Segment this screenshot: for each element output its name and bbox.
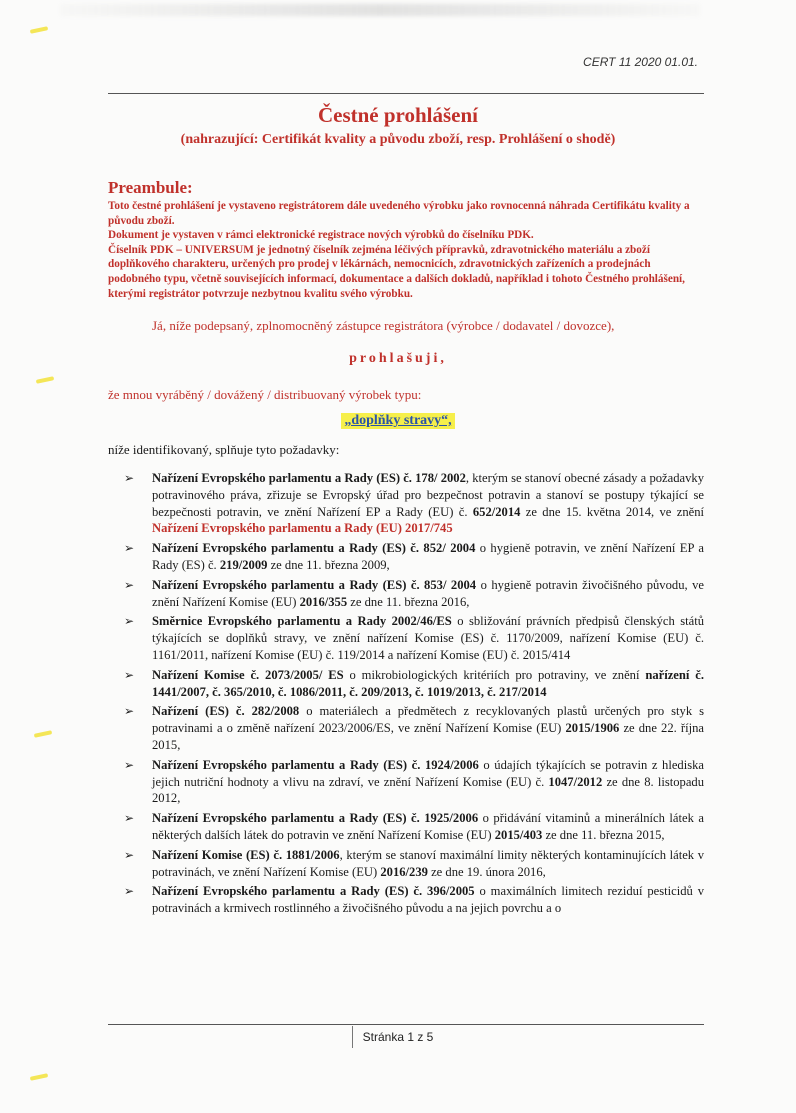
- scan-artifact: [60, 4, 700, 16]
- regulation-item: [124, 613, 704, 663]
- regulation-text: o mikrobiologických kritériích pro potraviny, ve znění: [343, 667, 646, 682]
- arrow-bullet-icon: ➢: [124, 541, 135, 556]
- regulation-ref: 2015/403: [494, 827, 543, 842]
- regulation-title: Nařízení Evropského parlamentu a Rady (ES) č. 396/2005: [152, 884, 475, 899]
- regulation-text-2: ze dne 11. března 2016,: [347, 594, 470, 609]
- declaration-intro: Já, níže podepsaný, zplnomocněný zástupce registrátora (výrobce / dodavatel / dovozce),: [152, 318, 615, 333]
- preamble-body: [108, 199, 704, 301]
- arrow-bullet-icon: ➢: [124, 614, 135, 629]
- header-rule: [108, 93, 704, 94]
- regulation-ref: 1047/2012: [548, 774, 603, 789]
- cert-code: CERT 11 2020 01.01.: [583, 55, 698, 69]
- regulation-amendment: Nařízení Evropského parlamentu a Rady (EU) 2017/745: [152, 521, 453, 536]
- highlighter-mark: [36, 376, 54, 384]
- regulation-text-2: ze dne 19. února 2016,: [427, 864, 546, 879]
- page-number: Stránka 1 z 5: [362, 1030, 434, 1044]
- arrow-bullet-icon: ➢: [124, 667, 135, 682]
- regulation-title: Nařízení Evropského parlamentu a Rady (ES) č. 1924/2006: [152, 757, 479, 772]
- regulation-text: , kterým se stanoví obecné zásady a požadavky potravinového práva, zřizuje se Evropský úřad pro bezpečnost potravin a stanoví se postupy týkající se bezpečnosti potravin, ve znění Nařízení EP a Rady (EU) č.: [152, 471, 704, 519]
- arrow-bullet-icon: ➢: [124, 884, 135, 899]
- page-title: Čestné prohlášení: [317, 103, 479, 127]
- regulation-title: Nařízení Evropského parlamentu a Rady (ES) č. 1925/2006: [152, 811, 479, 826]
- regulation-item: [124, 810, 704, 844]
- highlighter-mark: [30, 26, 48, 34]
- regulation-item: [124, 667, 704, 701]
- regulation-text: o materiálech a předmětech z recyklovaných plastů určených pro styk s potravinami a o změně nařízení 2023/2006/ES, ve znění Nařízení Komise (EU): [152, 704, 705, 736]
- product-type-label: „doplňky stravy“,: [341, 413, 454, 429]
- regulation-text: , kterým se stanoví maximální limity některých kontaminujících látek v potravinách, ve znění Nařízení Komise (EU): [152, 847, 704, 879]
- regulation-item: [124, 883, 704, 917]
- regulation-ref: 652/2014: [472, 504, 521, 519]
- identified-line: níže identifikovaný, splňuje tyto požadavky:: [108, 442, 340, 457]
- regulation-item: [124, 577, 704, 611]
- product-line: že mnou vyráběný / dovážený / distribuovaný výrobek typu:: [108, 387, 422, 402]
- highlighter-mark: [34, 730, 52, 738]
- regulation-item: [124, 703, 704, 753]
- regulation-title: Nařízení (ES) č. 282/2008: [152, 704, 300, 719]
- regulation-text-2: ze dne 22. října 2015,: [152, 721, 704, 752]
- regulation-text: o maximálních limitech reziduí pesticidů v potravinách a krmivech rostlinného a živočišného původu a na jejich povrchu a o: [152, 884, 704, 916]
- regulation-item: [124, 470, 704, 537]
- arrow-bullet-icon: ➢: [124, 811, 135, 826]
- regulation-item: [124, 757, 704, 807]
- preamble-paragraph: Číselník PDK – UNIVERSUM je jednotný číselník zejména léčivých přípravků, zdravotnického materiálu a zboží doplňkového charakteru, určených pro prodej v lékárnách, nemocnicích, zdravotnických zařízeních a prodejnách podobného typu, včetně souvisejících informací, dokumentace a dalších dokladů, například i tohoto Čestného prohlášení, kterými registrátor potvrzuje nezbytnou kvalitu svého výrobku.: [108, 243, 685, 300]
- preamble-paragraph: Toto čestné prohlášení je vystaveno registrátorem dále uvedeného výrobku jako rovnocenná náhrada Certifikátu kvality a původu zboží.: [108, 200, 690, 227]
- preamble-paragraph: Dokument je vystaven v rámci elektronické registrace nových výrobků do číselníku PDK.: [108, 229, 534, 242]
- regulation-item: [124, 847, 704, 881]
- preamble-heading: Preambule:: [108, 178, 193, 197]
- regulation-text: o údajích týkajících se potravin z hlediska jejich nutriční hodnoty a vlivu na zdraví, ve znění Nařízení Komise (EU) č.: [152, 757, 704, 789]
- regulation-ref: nařízení č. 1441/2007, č. 365/2010, č. 1086/2011, č. 209/2013, č. 1019/2013, č. 217/2014: [152, 667, 704, 699]
- regulation-title: Nařízení Komise (ES) č. 1881/2006: [152, 847, 340, 862]
- arrow-bullet-icon: ➢: [124, 577, 135, 592]
- product-type: [0, 411, 796, 429]
- regulation-text: o přidávání vitaminů a minerálních látek a některých dalších látek do potravin ve znění Nařízení Komise (EU): [152, 811, 704, 842]
- arrow-bullet-icon: ➢: [124, 471, 135, 485]
- regulation-title: Směrnice Evropského parlamentu a Rady 2002/46/ES: [152, 614, 452, 629]
- regulation-title: Nařízení Evropského parlamentu a Rady (ES) č. 853/ 2004: [152, 577, 477, 592]
- regulation-title: Nařízení Komise č. 2073/2005/ ES: [152, 667, 344, 682]
- regulation-ref: 2015/1906: [565, 721, 620, 736]
- regulation-item: [124, 540, 704, 574]
- regulation-title: Nařízení Evropského parlamentu a Rady (ES) č. 178/ 2002: [152, 471, 466, 485]
- regulation-text-2: ze dne 11. března 2009,: [267, 557, 390, 572]
- regulation-ref: 219/2009: [219, 557, 268, 572]
- footer-rule: [108, 1024, 704, 1025]
- arrow-bullet-icon: ➢: [124, 847, 135, 862]
- declaration-verb: prohlašuji,: [349, 351, 447, 366]
- regulation-text-2: ze dne 8. listopadu 2012,: [152, 774, 705, 806]
- regulation-text: o sbližování právních předpisů členských států týkajících se doplňků stravy, ve znění nařízení Komise (ES) č. 1170/2009, nařízení Komise (EU) č. 1161/2011, nařízení Komise (EU) č. 119/2014 a nařízení Komise (EU) č. 2015/414: [152, 614, 704, 662]
- regulation-text: o hygieně potravin, ve znění Nařízení EP a Rady (ES) č.: [152, 541, 704, 572]
- regulation-title: Nařízení Evropského parlamentu a Rady (ES) č. 852/ 2004: [152, 541, 476, 556]
- arrow-bullet-icon: ➢: [124, 704, 135, 719]
- highlighter-mark: [30, 1073, 48, 1081]
- regulation-ref: 2016/355: [299, 594, 348, 609]
- regulation-text: o hygieně potravin živočišného původu, ve znění Nařízení Komise (EU): [152, 577, 704, 609]
- regulation-text-2: ze dne 11. března 2015,: [542, 827, 665, 842]
- regulation-text-2: ze dne 15. května 2014, ve znění: [520, 504, 705, 519]
- page-subtitle: (nahrazující: Certifikát kvality a původu zboží, resp. Prohlášení o shodě): [180, 132, 616, 147]
- arrow-bullet-icon: ➢: [124, 757, 135, 772]
- regulations-list: [124, 470, 704, 920]
- regulation-ref: 2016/239: [380, 864, 428, 879]
